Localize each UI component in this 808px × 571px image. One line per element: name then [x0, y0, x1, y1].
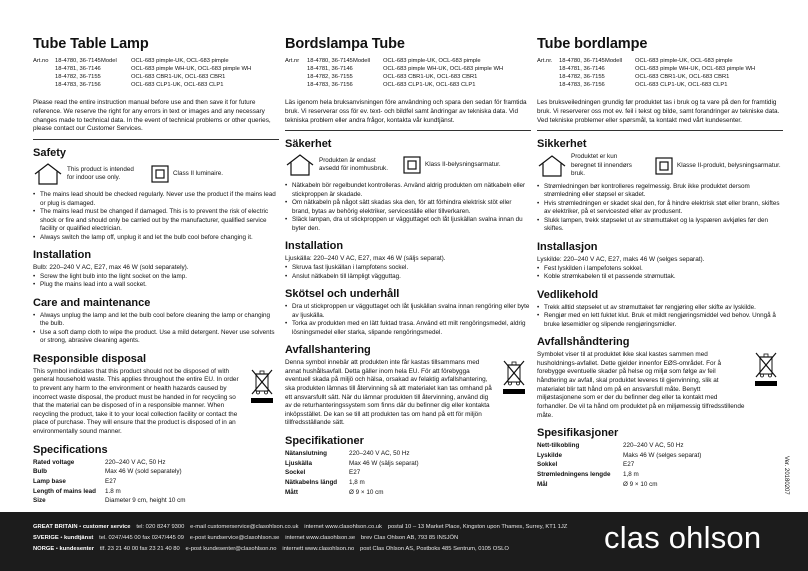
- care-heading: Skötsel och underhåll: [285, 288, 400, 300]
- list-item: • The mains lead should be checked regularly. Never use the product if the mains lead or plug is damaged.: [33, 191, 279, 208]
- disposal-heading: Avfallshåndtering: [537, 336, 630, 349]
- art-number: 18-4782, 36-7155: [55, 74, 101, 81]
- specifications-heading: Specifikationer: [285, 435, 364, 448]
- safety-list: [285, 182, 531, 233]
- footer-email: e-post kundservice@clasohlson.se: [189, 535, 280, 541]
- product-title: Tube bordlampe: [537, 36, 648, 52]
- table-row: [537, 452, 701, 462]
- table-row: [33, 488, 186, 498]
- spec-value: Max 46 W (säljs separat): [349, 459, 419, 467]
- spec-value: 1,8 m: [349, 479, 365, 487]
- specifications-table: [33, 459, 186, 507]
- art-number: 18-4780, 36-7145: [307, 58, 353, 64]
- table-row: [537, 481, 701, 491]
- spec-key: Rated voltage: [33, 458, 75, 466]
- class-ii-text: Class II luminaire.: [173, 169, 224, 177]
- weee-bar: [503, 389, 525, 394]
- table-row: [285, 469, 419, 479]
- spec-key: Sockel: [285, 469, 306, 477]
- footer-sep: •: [58, 535, 65, 541]
- column-norwegian: [537, 36, 783, 491]
- table-row: [33, 497, 186, 507]
- article-numbers: [33, 57, 279, 89]
- table-row: [285, 479, 419, 489]
- indoor-use-text: Produkten är endast avsedd för inomhusbruk.: [319, 157, 388, 173]
- disposal-block: [285, 359, 531, 428]
- bulb-spec-text: Ljuskälla: 220–240 V AC, E27, max 46 W (säljs separat).: [285, 255, 446, 263]
- spec-value: 220–240 V AC, 50 Hz: [623, 442, 684, 450]
- safety-heading: Sikkerhet: [537, 138, 587, 151]
- class-ii-text: Klass II-belysningsarmatur.: [425, 161, 501, 169]
- divider: [285, 130, 531, 131]
- disposal-heading: Avfallshantering: [285, 344, 371, 356]
- spec-key: Nätkabelns längd: [285, 479, 338, 487]
- safety-symbols: [285, 153, 531, 177]
- indoor-use-text: This product is intended for indoor use only.: [67, 165, 134, 181]
- spec-key: Lyskilde: [537, 451, 562, 459]
- spec-value: E27: [105, 478, 117, 486]
- disposal-block: [537, 351, 783, 420]
- spec-value: Ø 9 × 10 cm: [349, 488, 384, 496]
- specifications-table: [537, 442, 701, 490]
- list-item: • Anslut nätkabeln till lämpligt vägguttag.: [285, 273, 531, 282]
- list-item: • Always unplug the lamp and let the bulb cool before cleaning the lamp or changing the bulb.: [33, 312, 279, 329]
- table-row: [33, 468, 186, 478]
- art-number: 18-4781, 36-7146: [559, 66, 605, 73]
- spec-value: E27: [349, 469, 361, 477]
- art-number-list: [55, 57, 101, 89]
- model-number: OCL-683 CLP1-UK, OCL-683 CLP1: [131, 82, 224, 89]
- list-item: • Screw the light bulb into the light socket on the lamp.: [33, 273, 279, 282]
- table-row: [537, 442, 701, 452]
- art-number-list: [559, 57, 605, 89]
- model-label: Modell: [353, 58, 371, 64]
- list-item: • Koble strømkabelen til et passende strømuttak.: [537, 273, 783, 282]
- intro-text: Les bruksveiledningen grundig før produktet tas i bruk og ta vare på den for framtidig bruk. Vi reserverer oss mot ev. feil i tekst og bilde, samt forandringer av tekniske data. Ved tekniske problemer eller spørsmål, ta kontakt med vårt kundesenter.: [537, 99, 780, 124]
- safety-list: [537, 183, 783, 234]
- table-row: [33, 459, 186, 469]
- list-item: • Plug the mains lead into a wall socket.: [33, 281, 279, 290]
- table-row: [285, 489, 419, 499]
- safety-list: [33, 191, 279, 242]
- footer-country: SVERIGE: [33, 535, 59, 541]
- model-number: OCL-683 pimple WH-UK, OCL-683 pimple WH: [383, 66, 504, 73]
- spec-key: Nätanslutning: [285, 450, 327, 458]
- specifications-heading: Specifications: [33, 443, 108, 456]
- art-number: 18-4780, 36-7145: [559, 58, 605, 64]
- spec-key: Lamp base: [33, 478, 66, 486]
- art-number: 18-4781, 36-7146: [307, 66, 353, 73]
- care-list: [285, 303, 531, 337]
- list-item: • Fest lyskilden i lampefotens sokkel.: [537, 265, 783, 274]
- list-item: • The mains lead must be changed if damaged. This is to prevent the risk of electric shock or fire and should only be carried out by the manufacturer, qualified service facility or qualified electrician.: [33, 208, 279, 234]
- list-item: • Slukk lampen, trekk støpselet ut av strømuttaket og la lyspæren avkjøles før den skiftes.: [537, 217, 783, 234]
- house-indoor-icon: [537, 154, 567, 178]
- spec-key: Mål: [537, 480, 548, 488]
- list-item: • Use a soft damp cloth to wipe the product. Use a mild detergent. Never use solvents or strong, abrasive cleaning agents.: [33, 329, 279, 346]
- spec-key: Mått: [285, 488, 298, 496]
- spec-key: Ljuskälla: [285, 459, 312, 467]
- safety-symbols: [33, 162, 279, 186]
- disposal-heading: Responsible disposal: [33, 352, 147, 365]
- model-list: [383, 57, 531, 89]
- footer-country: GREAT BRITAIN: [33, 524, 78, 530]
- weee-bar: [755, 381, 777, 386]
- article-numbers: [537, 57, 783, 89]
- table-row: [537, 471, 701, 481]
- art-label: Art.nr.: [537, 58, 553, 64]
- model-number: OCL-683 CLP1-UK, OCL-683 CLP1: [383, 82, 476, 89]
- model-label: Model: [101, 58, 117, 64]
- weee-bar: [251, 398, 273, 403]
- house-indoor-icon: [33, 162, 63, 186]
- footer-sep: •: [54, 546, 60, 552]
- spec-value: 220–240 V AC, 50 Hz: [349, 450, 410, 458]
- weee-symbol: [245, 368, 279, 437]
- disposal-text: Denna symbol innebär att produkten inte får kastas tillsammans med annat hushållsavfall. Detta gäller inom hela EU. För att förebygga eventuell skada på miljö och hälsa, orsakad av felaktig avfallshantering, ska produkten lämnas till återvinning så att materialet kan tas omhand på ett ansvarsfullt sätt. När du lämnar produkten till återvinning, använd dig av de returhanteringssystem som finns där du befinner dig eller kontakta inköpsstället. De kan se till att produkten tas om hand på ett för miljön tillfredsställande sätt.: [285, 359, 492, 427]
- spec-key: Size: [33, 497, 46, 505]
- art-number: 18-4781, 36-7146: [55, 66, 101, 73]
- intro-text: Please read the entire instruction manual before use and then save it for future reference. We reserve the right for any errors in text or images and any necessary changes made to technical data. In the event of technical problems or other queries, please contact our Customer Services.: [33, 99, 271, 133]
- footer-email: e-mail customerservice@clasohlson.co.uk: [190, 524, 299, 530]
- crossed-bin-icon: [502, 359, 526, 387]
- spec-key: Nett-tilkobling: [537, 442, 580, 450]
- installation-list: [537, 265, 783, 282]
- table-row: [285, 460, 419, 470]
- list-item: • Släck lampan, dra ut stickproppen ur vägguttaget och låt ljuskällan svalna innan du byter den.: [285, 216, 531, 233]
- footer: [0, 512, 808, 571]
- footer-email: e-post kundesenter@clasohlson.no: [185, 546, 277, 552]
- spec-value: Max 46 W (sold separately): [105, 468, 182, 476]
- crossed-bin-icon: [250, 368, 274, 396]
- safety-heading: Säkerhet: [285, 138, 332, 151]
- installation-list: [33, 273, 279, 290]
- spec-value: Maks 46 W (selges separat): [623, 451, 702, 459]
- installation-list: [285, 264, 531, 281]
- crossed-bin-icon: [754, 351, 778, 379]
- spec-key: Length of mains lead: [33, 487, 96, 495]
- footer-department: kundtjänst: [64, 535, 94, 541]
- art-label: Art.nr: [285, 58, 300, 64]
- model-number: OCL-683 pimple WH-UK, OCL-683 pimple WH: [131, 66, 252, 73]
- footer-postal: postal 10 – 13 Market Place, Kingston upon Thames, Surrey, KT1 1JZ: [387, 524, 568, 530]
- product-title: Tube Table Lamp: [33, 36, 149, 52]
- spec-key: Strømledningens lengde: [537, 471, 611, 479]
- model-number: OCL-683 CBR1-UK, OCL-683 CBR1: [383, 74, 478, 81]
- model-number: OCL-683 pimple-UK, OCL-683 pimple: [131, 58, 229, 64]
- footer-row-no: [33, 546, 515, 552]
- art-label: Art.no: [33, 58, 49, 64]
- model-number: OCL-683 CLP1-UK, OCL-683 CLP1: [635, 82, 728, 89]
- specifications-heading: Spesifikasjoner: [537, 427, 619, 440]
- installation-heading: Installasjon: [537, 240, 598, 253]
- list-item: • Rengjør med en lett fuktet klut. Bruk et mildt rengjøringsmiddel ved behov. Unngå å bruke løsemidler og slipende rengjøringsmidler.: [537, 312, 783, 329]
- list-item: • Torka av produkten med en lätt fuktad trasa. Använd ett milt rengöringsmedel, aldrig lösningsmedel eller starka, slipande rengöringsmedel.: [285, 320, 531, 337]
- spec-value: 220–240 V AC, 50 Hz: [105, 458, 166, 466]
- art-number: 18-4782, 36-7155: [559, 74, 605, 81]
- safety-heading: Safety: [33, 147, 67, 159]
- divider: [33, 139, 279, 140]
- care-list: [33, 312, 279, 346]
- footer-web: internet www.clasohlson.se: [285, 535, 356, 541]
- spec-value: Ø 9 × 10 cm: [623, 480, 658, 488]
- model-number: OCL-683 pimple WH-UK, OCL-683 pimple WH: [635, 66, 756, 73]
- version-label: Ver. 20180207: [783, 456, 789, 495]
- divider: [537, 130, 783, 131]
- column-english: [33, 36, 279, 507]
- spec-value: 1,8 m: [623, 471, 639, 479]
- footer-phone: tlf. 23 21 40 00 fax 23 21 40 80: [99, 546, 180, 552]
- art-number-list: [307, 57, 353, 89]
- footer-postal: brev Clas Ohlson AB, 793 85 INSJÖN: [360, 535, 459, 541]
- bulb-spec-text: Lyskilde: 220–240 V AC, E27, maks 46 W (selges separat).: [537, 255, 705, 263]
- class-ii-icon: [151, 165, 169, 183]
- footer-row-se: [33, 535, 464, 541]
- art-number: 18-4783, 36-7156: [55, 82, 101, 89]
- footer-web: internett www.clasohlson.no: [282, 546, 355, 552]
- model-list: [131, 57, 279, 89]
- specifications-table: [285, 450, 419, 498]
- list-item: • Nätkabeln bör regelbundet kontrolleras. Använd aldrig produkten om nätkabeln eller stickproppen är skadade.: [285, 182, 531, 199]
- list-item: • Always switch the lamp off, unplug it and let the bulb cool before changing it.: [33, 234, 279, 243]
- table-row: [285, 450, 419, 460]
- bulb-spec-text: Bulb: 220–240 V AC, E27, max 46 W (sold separately).: [33, 264, 189, 271]
- list-item: • Dra ut stickproppen ur vägguttaget och låt ljuskällan svalna innan rengöring eller byte av ljuskälla.: [285, 303, 531, 320]
- class-ii-icon: [655, 157, 673, 175]
- brand-logo: clas ohlson: [604, 520, 762, 555]
- care-heading: Care and maintenance: [33, 296, 151, 309]
- spec-value: E27: [623, 461, 635, 469]
- intro-text: Läs igenom hela bruksanvisningen före användning och spara den sedan för framtida bruk. Vi reserverar oss för ev. text- och bildfel samt ändringar av tekniska data. Vid tekniska problem eller andra frågor, kontakta vår kundtjänst.: [285, 99, 527, 124]
- safety-symbols: [537, 153, 783, 178]
- house-indoor-icon: [285, 153, 315, 177]
- model-number: OCL-683 CBR1-UK, OCL-683 CBR1: [635, 74, 730, 81]
- footer-phone: tel. 0247/445 00 fax 0247/445 09: [99, 535, 184, 541]
- installation-heading: Installation: [33, 249, 92, 261]
- footer-sep: •: [77, 524, 83, 530]
- indoor-use-text: Produktet er kun beregnet til innendørs bruk.: [571, 153, 632, 177]
- art-number: 18-4783, 36-7156: [307, 82, 353, 89]
- spec-key: Bulb: [33, 468, 47, 476]
- footer-phone: tel: 020 8247 9300: [136, 524, 185, 530]
- footer-country: NORGE: [33, 546, 55, 552]
- list-item: • Strømledningen bør kontrolleres regelmessig. Bruk ikke produktet dersom strømledning eller støpsel er skadet.: [537, 183, 783, 200]
- spec-key: Sokkel: [537, 461, 558, 469]
- product-title: Bordslampa Tube: [285, 36, 405, 52]
- article-numbers: [285, 57, 531, 89]
- footer-postal: post Clas Ohlson AS, Postboks 485 Sentrum, 0105 OSLO: [359, 546, 509, 552]
- model-number: OCL-683 pimple-UK, OCL-683 pimple: [635, 58, 733, 64]
- disposal-text: This symbol indicates that this product should not be disposed of with general household waste. This applies throughout the entire EU. In order to prevent any harm to the environment or health hazards caused by incorrect waste disposal, the product must be handed in for recycling so that the material can be disposed of in a responsible manner. When recycling the product, take it to your local collection facility or contact the place of purchase. They will ensure that the product is disposed of in an environmentally sound manner.: [33, 367, 239, 436]
- table-row: [33, 478, 186, 488]
- disposal-block: [33, 368, 279, 437]
- art-number: 18-4782, 36-7155: [307, 74, 353, 81]
- class-ii-text: Klasse II-produkt, belysningsarmatur.: [677, 161, 781, 169]
- model-list: [635, 57, 783, 89]
- list-item: • Skruva fast ljuskällan i lampfotens sockel.: [285, 264, 531, 273]
- disposal-text: Symbolet viser til at produktet ikke skal kastes sammen med husholdnings-avfallet. Dette gjelder innenfor EØS-området. For å forebygge eventuelle skader på helse og miljø som følge av feil håndtering av avfall, skal produktet leveres til gjenvinning, slik at materialet blir tatt hånd om på en ansvarsfull måte. Benytt miljøstasjonene som er der du befinner deg eller ta kontakt med forhandler. De vil ta hånd om produktet på en miljømessig tilfredsstillende måte.: [537, 351, 745, 419]
- weee-symbol: [749, 351, 783, 420]
- column-swedish: [285, 36, 531, 498]
- list-item: • Hvis strømledningen er skadet skal den, for å hindre elektrisk støt eller brann, skiftes av elektriker, på et servicested eller av produsent.: [537, 200, 783, 217]
- table-row: [537, 461, 701, 471]
- model-label: Modell: [605, 58, 623, 64]
- model-number: OCL-683 pimple-UK, OCL-683 pimple: [383, 58, 481, 64]
- footer-row-uk: [33, 524, 573, 530]
- model-number: OCL-683 CBR1-UK, OCL-683 CBR1: [131, 74, 226, 81]
- footer-department: kundesenter: [59, 546, 95, 552]
- list-item: • Trekk alltid støpselet ut av strømuttaket før rengjøring eller skifte av lyskilde.: [537, 304, 783, 313]
- spec-value: 1.8 m: [105, 487, 121, 495]
- list-item: • Om nätkabeln på något sätt skadas ska den, för att förhindra elektrisk stöt eller brand, bytas av behörig elektriker, serviceställe eller tillverkaren.: [285, 199, 531, 216]
- installation-heading: Installation: [285, 240, 344, 253]
- art-number: 18-4783, 36-7156: [559, 82, 605, 89]
- class-ii-icon: [403, 156, 421, 174]
- art-number: 18-4780, 36-7145: [55, 58, 101, 64]
- weee-symbol: [497, 359, 531, 428]
- care-heading: Vedlikehold: [537, 288, 599, 301]
- footer-department: customer service: [82, 524, 131, 530]
- footer-web: internet www.clasohlson.co.uk: [304, 524, 382, 530]
- spec-value: Diameter 9 cm, height 10 cm: [105, 497, 186, 505]
- care-list: [537, 304, 783, 330]
